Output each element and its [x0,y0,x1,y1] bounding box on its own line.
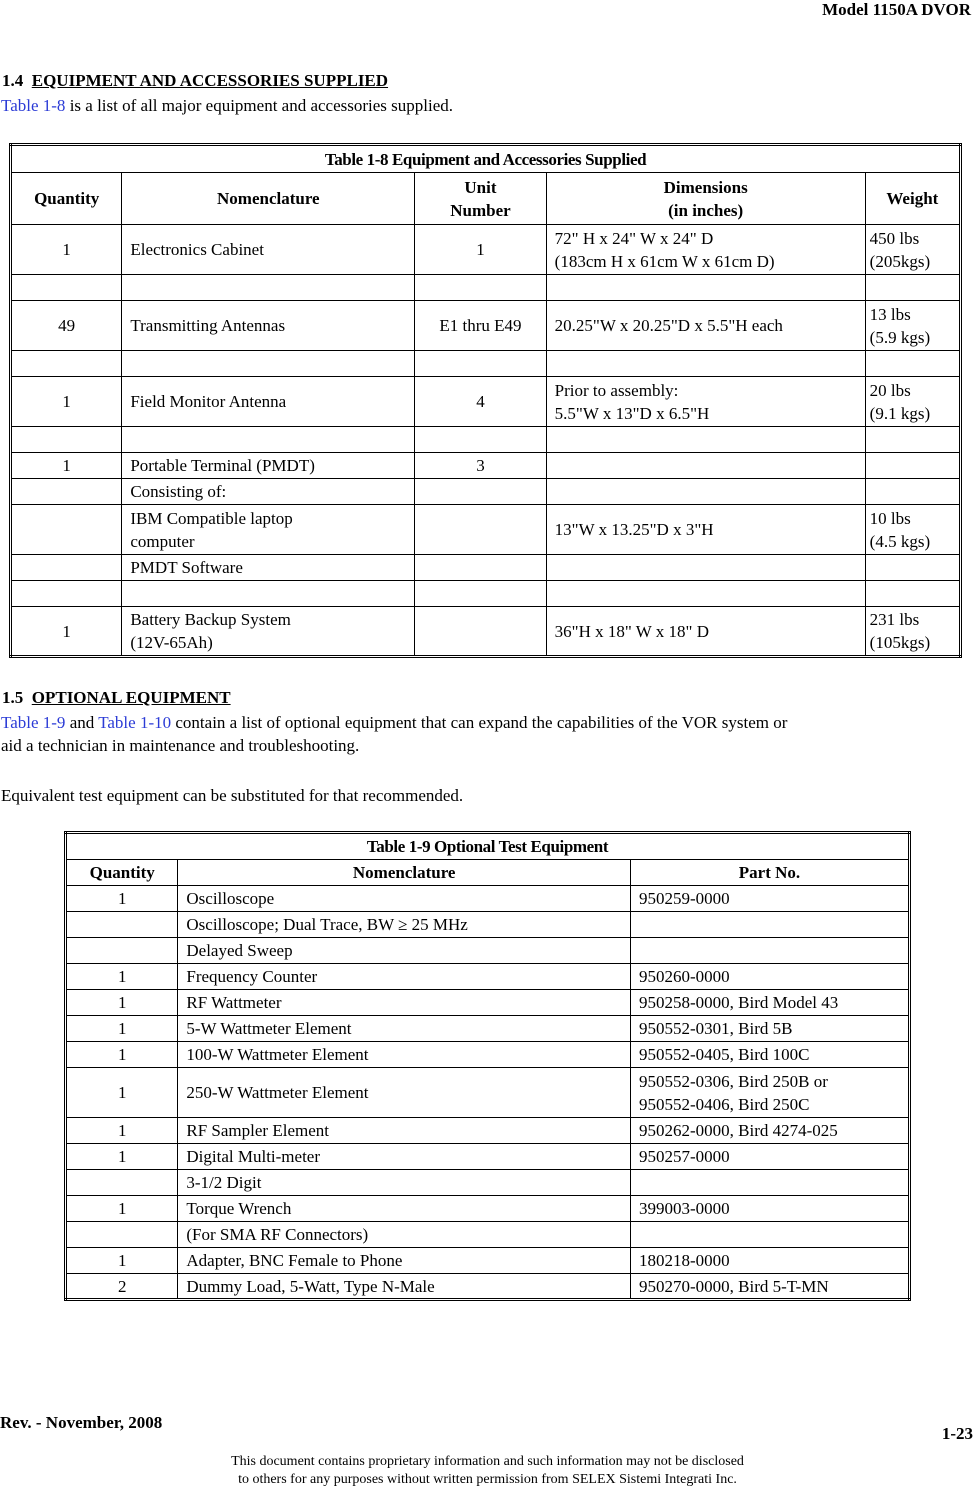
cell-quantity [11,555,122,581]
cell-dimensions [546,607,865,657]
part-line1: 950259-0000 [638,889,730,908]
nomenclature-line1: Electronics Cabinet [130,240,264,259]
equipment-table-1-8 [9,143,962,658]
cell-quantity [11,427,122,453]
weight-line1: 20 lbs [869,380,911,400]
cell-nomenclature [122,377,415,427]
part-line1: 950552-0301, Bird 5B [638,1019,793,1038]
table-row [11,505,961,555]
dimensions-line2: (183cm H x 61cm W x 61cm D) [554,251,775,271]
cell-quantity: 1 [66,1248,178,1274]
cell-quantity: 1 [66,1118,178,1144]
cell-part-number [630,1144,909,1170]
cell-nomenclature [122,555,415,581]
table-caption: Table 1-9 Optional Test Equipment [66,833,910,860]
cell-weight [865,377,960,427]
cell-quantity [11,275,122,301]
cell-nomenclature: (For SMA RF Connectors) [178,1222,631,1248]
cell-quantity [11,581,122,607]
cell-weight [865,453,960,479]
optional-test-equipment-table-1-9 [64,831,911,1301]
header-unit-line2: Number [450,200,511,220]
part-line1: 950258-0000, Bird Model 43 [638,993,839,1012]
cell-nomenclature: Frequency Counter [178,964,631,990]
cell-dimensions [546,505,865,555]
table-row [11,581,961,607]
cell-dimensions [546,479,865,505]
nomenclature-line1: Transmitting Antennas [130,316,286,335]
cell-quantity: 1 [11,225,122,275]
table-row [11,555,961,581]
cell-dimensions [546,581,865,607]
weight-line2: (205kgs) [869,251,931,271]
header-quantity: Quantity [66,860,178,886]
cell-nomenclature [122,351,415,377]
document-model-header: Model 1150A DVOR [822,0,971,19]
table-row [66,886,910,912]
cell-part-number [630,912,909,938]
cell-dimensions [546,351,865,377]
cell-unit-number [415,581,546,607]
cell-dimensions [546,427,865,453]
table-row [66,1016,910,1042]
intro-text: contain a list of optional equipment that can expand the capabilities of the VOR system or [171,713,788,732]
cell-nomenclature [122,275,415,301]
cell-weight [865,505,960,555]
cell-nomenclature: Oscilloscope [178,886,631,912]
cell-quantity: 49 [11,301,122,351]
cell-nomenclature [122,581,415,607]
cell-unit-number: E1 thru E49 [415,301,546,351]
header-dimensions [546,173,865,225]
cell-part-number [630,1196,909,1222]
section-1-5-intro-line1 [1,711,787,735]
table-1-9-link[interactable]: Table 1-9 [1,713,66,732]
cell-nomenclature [122,607,415,657]
section-number: 1.5 [2,688,24,707]
section-1-5-heading [2,688,231,708]
part-line1: 180218-0000 [638,1251,730,1270]
part-line1: 399003-0000 [638,1199,730,1218]
table-row [11,427,961,453]
cell-part-number [630,1068,909,1118]
cell-nomenclature: Oscilloscope; Dual Trace, BW ≥ 25 MHz [178,912,631,938]
cell-part-number [630,886,909,912]
cell-dimensions [546,275,865,301]
cell-nomenclature [122,427,415,453]
header-nomenclature: Nomenclature [178,860,631,886]
cell-weight [865,301,960,351]
cell-quantity: 1 [11,377,122,427]
header-unit-number [415,173,546,225]
table-row [11,275,961,301]
cell-part-number [630,1170,909,1196]
weight-line1: 13 lbs [869,304,911,324]
cell-nomenclature: Digital Multi-meter [178,1144,631,1170]
weight-line1: 10 lbs [869,508,911,528]
weight-line1: 450 lbs [869,228,920,248]
table-caption-row [66,833,910,860]
nomenclature-line1: Consisting of: [130,482,227,501]
cell-weight [865,427,960,453]
cell-unit-number [415,275,546,301]
cell-quantity: 2 [66,1274,178,1300]
table-row [66,938,910,964]
table-row [11,377,961,427]
cell-unit-number [415,505,546,555]
header-part-number: Part No. [630,860,909,886]
weight-line2: (105kgs) [869,633,931,652]
table-row [66,1042,910,1068]
table-caption-row [11,145,961,173]
table-row [66,964,910,990]
cell-unit-number [415,555,546,581]
cell-nomenclature: Torque Wrench [178,1196,631,1222]
cell-quantity: 1 [66,886,178,912]
dimensions-line1: 36"H x 18" W x 18" D [554,621,709,641]
cell-unit-number: 4 [415,377,546,427]
weight-line2: (9.1 kgs) [869,403,931,423]
cell-dimensions [546,377,865,427]
header-dim-line2: (in inches) [668,200,744,220]
cell-part-number [630,964,909,990]
part-line1: 950260-0000 [638,967,730,986]
weight-line2: (5.9 kgs) [869,327,931,347]
dimensions-line1: 20.25"W x 20.25"D x 5.5"H each [554,316,783,335]
section-1-4-heading [2,71,388,91]
cell-nomenclature: Delayed Sweep [178,938,631,964]
cell-quantity: 1 [66,1042,178,1068]
section-1-5-paragraph-2: Equivalent test equipment can be substituted for that recommended. [1,786,464,805]
dimensions-line1: 72" H x 24" W x 24" D [554,228,714,248]
nomenclature-line2: (12V-65Ah) [130,633,213,652]
table-row [66,990,910,1016]
nomenclature-line1: Battery Backup System [130,610,291,629]
cell-quantity: 1 [66,1144,178,1170]
cell-nomenclature [122,225,415,275]
cell-weight [865,275,960,301]
header-nomenclature: Nomenclature [122,173,415,225]
cell-quantity: 1 [11,607,122,657]
cell-part-number [630,1248,909,1274]
table-1-10-link[interactable]: Table 1-10 [98,713,172,732]
part-line1: 950552-0405, Bird 100C [638,1045,810,1064]
cell-part-number [630,1016,909,1042]
cell-part-number [630,1118,909,1144]
page-number: 1-23 [941,1424,973,1443]
cell-unit-number: 3 [415,453,546,479]
cell-unit-number [415,607,546,657]
intro-text: is a list of all major equipment and accessories supplied. [65,96,454,115]
cell-nomenclature: 100-W Wattmeter Element [178,1042,631,1068]
dimensions-line1: Prior to assembly: [554,380,679,400]
revision-date: Rev. - November, 2008 [0,1413,163,1432]
cell-quantity [11,479,122,505]
cell-nomenclature: Adapter, BNC Female to Phone [178,1248,631,1274]
part-line1: 950257-0000 [638,1147,730,1166]
cell-dimensions [546,453,865,479]
header-dim-line1: Dimensions [663,177,748,197]
part-line1: 950262-0000, Bird 4274-025 [638,1121,838,1140]
cell-dimensions [546,225,865,275]
proprietary-notice [0,1453,975,1489]
header-quantity: Quantity [11,173,122,225]
section-title: OPTIONAL EQUIPMENT [31,688,231,707]
table-row [66,1118,910,1144]
cell-nomenclature [122,453,415,479]
notice-line-2: to others for any purposes without written permission from SELEX Sistemi Integrati Inc. [238,1472,737,1487]
cell-quantity [11,351,122,377]
cell-unit-number [415,427,546,453]
cell-quantity [66,1170,178,1196]
cell-quantity [66,912,178,938]
section-title: EQUIPMENT AND ACCESSORIES SUPPLIED [31,71,389,90]
cell-unit-number [415,351,546,377]
cell-nomenclature: RF Wattmeter [178,990,631,1016]
dimensions-line1: 13"W x 13.25"D x 3"H [554,520,714,539]
table-row [11,607,961,657]
section-number: 1.4 [2,71,24,90]
table-row [11,301,961,351]
notice-line-1: This document contains proprietary information and such information may not be disclosed [231,1454,744,1469]
cell-quantity: 1 [66,1196,178,1222]
cell-nomenclature [122,505,415,555]
table-row [11,453,961,479]
dimensions-line2: 5.5"W x 13"D x 6.5"H [554,403,710,423]
weight-line2: (4.5 kgs) [869,531,931,551]
cell-weight [865,351,960,377]
cell-part-number [630,1222,909,1248]
section-1-5-intro-line2: aid a technician in maintenance and troubleshooting. [1,736,360,755]
cell-part-number [630,1274,909,1300]
cell-part-number [630,938,909,964]
cell-quantity: 1 [11,453,122,479]
cell-quantity [66,1222,178,1248]
table-row [66,1222,910,1248]
cell-quantity: 1 [66,1068,178,1118]
cell-nomenclature: 250-W Wattmeter Element [178,1068,631,1118]
nomenclature-line1: PMDT Software [130,558,243,577]
header-weight: Weight [865,173,960,225]
and-text: and [65,713,99,732]
cell-quantity: 1 [66,1016,178,1042]
cell-quantity: 1 [66,964,178,990]
weight-line1: 231 lbs [869,610,920,629]
table-1-9-body [66,886,910,1300]
cell-nomenclature: 3-1/2 Digit [178,1170,631,1196]
cell-quantity: 1 [66,990,178,1016]
cell-part-number [630,990,909,1016]
cell-nomenclature [122,301,415,351]
cell-quantity [66,938,178,964]
table-1-8-link[interactable]: Table 1-8 [1,96,66,115]
table-row [66,1248,910,1274]
cell-nomenclature: 5-W Wattmeter Element [178,1016,631,1042]
table-header-row [66,860,910,886]
table-row [66,1144,910,1170]
table-caption: Table 1-8 Equipment and Accessories Supplied [11,145,961,173]
section-1-4-intro [1,94,453,118]
nomenclature-line1: IBM Compatible laptop [130,508,293,528]
cell-weight [865,581,960,607]
cell-dimensions [546,301,865,351]
cell-weight [865,555,960,581]
table-row [66,1170,910,1196]
cell-part-number [630,1042,909,1068]
table-row [66,1274,910,1300]
cell-nomenclature: Dummy Load, 5-Watt, Type N-Male [178,1274,631,1300]
cell-weight [865,607,960,657]
table-row [66,1196,910,1222]
table-row [66,1068,910,1118]
table-row [66,912,910,938]
header-unit-line1: Unit [464,177,497,197]
cell-weight [865,225,960,275]
table-row [11,479,961,505]
table-row [11,351,961,377]
table-header-row [11,173,961,225]
cell-weight [865,479,960,505]
cell-dimensions [546,555,865,581]
cell-unit-number: 1 [415,225,546,275]
cell-nomenclature [122,479,415,505]
nomenclature-line1: Portable Terminal (PMDT) [130,456,315,475]
part-line2: 950552-0406, Bird 250C [638,1094,810,1114]
table-1-8-body [11,225,961,657]
part-line1: 950552-0306, Bird 250B or [638,1071,828,1091]
cell-nomenclature: RF Sampler Element [178,1118,631,1144]
part-line1: 950270-0000, Bird 5-T-MN [638,1276,829,1296]
nomenclature-line2: computer [130,531,195,551]
cell-quantity [11,505,122,555]
table-row [11,225,961,275]
cell-unit-number [415,479,546,505]
nomenclature-line1: Field Monitor Antenna [130,392,287,411]
